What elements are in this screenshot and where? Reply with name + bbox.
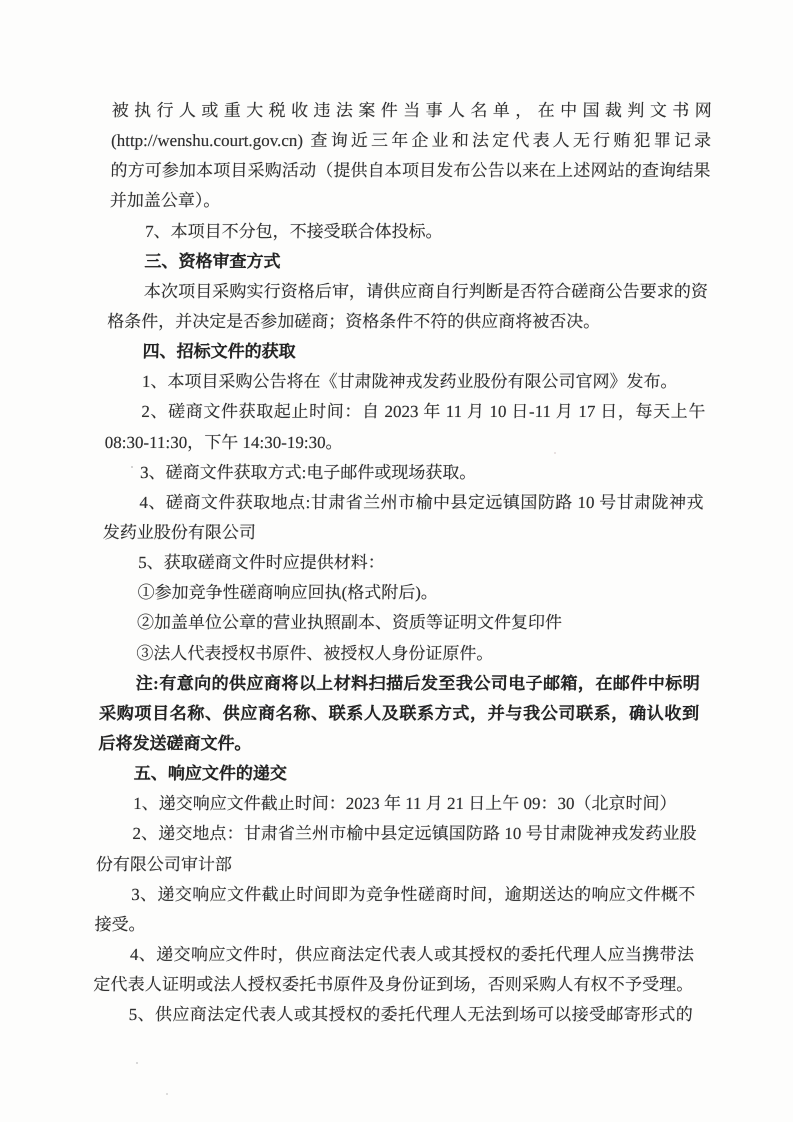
- document-line: 被执行人或重大税收违法案件当事人名单，在中国裁判文书网: [111, 101, 712, 120]
- document-line: 7、本项目不分包，不接受联合体投标。: [144, 221, 443, 241]
- section-heading: 三、资格审查方式: [144, 251, 281, 271]
- document-line: 3、递交响应文件截止时间即为竞争性磋商时间，逾期送达的响应文件概不: [131, 884, 696, 904]
- scan-speck: [554, 452, 556, 454]
- document-line: 定代表人证明或法人授权委托书原件及身份证到场，否则采购人有权不予受理。: [93, 975, 694, 995]
- scan-speck: [136, 1062, 138, 1064]
- scan-speck: [131, 466, 133, 468]
- document-line: 4、磋商文件获取地点:甘肃省兰州市榆中县定远镇国防路 10 号甘肃陇神戎: [139, 492, 704, 512]
- document-line: 份有限公司审计部: [95, 854, 233, 874]
- document-line: (http://wenshu.court.gov.cn) 查询近三年企业和法定代表人无行贿犯罪记录: [110, 131, 712, 151]
- list-item: ②加盖单位公章的营业执照副本、资质等证明文件复印件: [136, 613, 563, 633]
- document-line: 1、本项目采购公告将在《甘肃陇神戎发药业股份有限公司官网》发布。: [141, 372, 678, 392]
- document-line: 发药业股份有限公司: [102, 522, 257, 542]
- list-item: ①参加竞争性磋商响应回执(格式附后)。: [137, 583, 439, 603]
- document-line: 接受。: [94, 914, 146, 934]
- document-line: 的方可参加本项目采购活动（提供自本项目发布公告以来在上述网站的查询结果: [110, 161, 711, 181]
- document-line: 本次项目采购实行资格后审，请供应商自行判断是否符合磋商公告要求的资: [143, 281, 709, 301]
- document-line: 1、递交响应文件截止时间：2023 年 11 月 21 日上午 09：30（北京时间）: [132, 794, 677, 814]
- document-text-block: [92, 96, 712, 1030]
- scan-speck: [166, 1093, 168, 1095]
- note-line: 后将发送磋商文件。: [98, 733, 252, 753]
- document-line: 4、递交响应文件时，供应商法定代表人或其授权的委托代理人应当携带法: [129, 944, 695, 964]
- document-line: 08:30-11:30，下午 14:30-19:30。: [104, 432, 343, 452]
- document-line: 2、磋商文件获取起止时间：自 2023 年 11 月 10 日-11 月 17 日，每天上午: [141, 402, 706, 422]
- document-line: 并加盖公章）。: [109, 191, 221, 211]
- document-line: 3、磋商文件获取方式:电子邮件或现场获取。: [139, 462, 477, 482]
- document-line: 5、供应商法定代表人或其授权的委托代理人无法到场可以接受邮寄形式的: [128, 1005, 693, 1025]
- section-heading: 四、招标文件的获取: [142, 342, 296, 362]
- document-line: 2、递交地点：甘肃省兰州市榆中县定远镇国防路 10 号甘肃陇神戎发药业股: [132, 824, 697, 844]
- note-line: 采购项目名称、供应商名称、联系人及联系方式，并与我公司联系，确认收到: [98, 703, 700, 723]
- note-line: 注:有意向的供应商将以上材料扫描后发至我公司电子邮箱，在邮件中标明: [135, 673, 700, 693]
- document-line: 5、获取磋商文件时应提供材料：: [138, 553, 385, 573]
- document-line: 格条件，并决定是否参加磋商；资格条件不符的供应商将被否决。: [107, 311, 601, 331]
- list-item: ③法人代表授权书原件、被授权人身份证原件。: [136, 643, 494, 663]
- section-heading: 五、响应文件的递交: [133, 764, 288, 784]
